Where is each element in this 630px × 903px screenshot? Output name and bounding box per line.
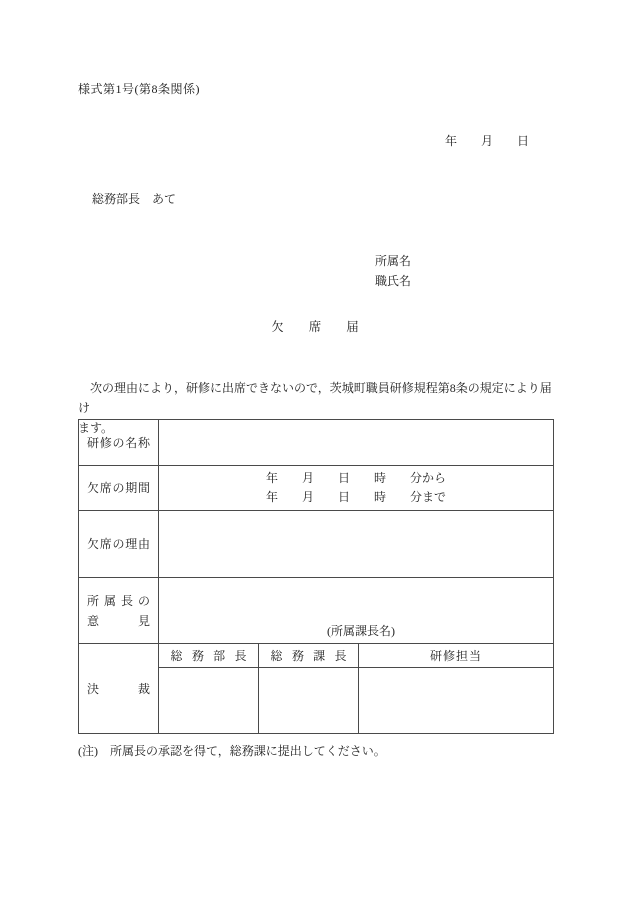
training-name-label: 研修の名称 bbox=[87, 435, 150, 450]
position-name-label: 職氏名 bbox=[375, 274, 412, 288]
row-absence-period bbox=[79, 466, 554, 511]
training-name-label-cell bbox=[79, 420, 159, 466]
seal-cell-training-staff bbox=[359, 668, 554, 734]
period-to-line: 年 月 日 時 分まで bbox=[266, 490, 447, 504]
recipient-line: 総務部長 あて bbox=[92, 192, 177, 206]
absence-period-label: 欠席の期間 bbox=[87, 481, 150, 495]
absence-period-value-cell bbox=[159, 466, 554, 511]
supervisor-opinion-label-line2: 意見 bbox=[87, 613, 150, 628]
training-name-value-cell bbox=[159, 420, 554, 466]
absence-period-label-cell bbox=[79, 466, 159, 511]
row-training-name bbox=[79, 420, 554, 466]
date-line: 年 月 日 bbox=[444, 134, 529, 148]
affiliation-block bbox=[375, 251, 411, 291]
section-chief-name-note: (所属課長名) bbox=[327, 624, 395, 638]
approval-label: 決裁 bbox=[87, 681, 150, 696]
body-line-2: ます。 bbox=[78, 421, 114, 435]
absence-form-table bbox=[78, 419, 554, 734]
approval-label-cell bbox=[79, 644, 159, 734]
document-title: 欠 席 届 bbox=[271, 320, 359, 334]
row-approval-headers bbox=[79, 644, 554, 668]
seal-header-general-affairs-director bbox=[159, 644, 259, 668]
seal-header-label: 総務部長 bbox=[170, 648, 247, 663]
affiliation-name-label: 所属名 bbox=[375, 254, 412, 268]
supervisor-opinion-label-cell bbox=[79, 578, 159, 644]
footnote: (注) 所属長の承認を得て，総務課に提出してください。 bbox=[78, 744, 386, 758]
row-absence-reason bbox=[79, 511, 554, 578]
seal-header-general-affairs-section-chief bbox=[259, 644, 359, 668]
period-from-line: 年 月 日 時 分から bbox=[266, 471, 447, 485]
absence-reason-label-cell bbox=[79, 511, 159, 578]
seal-header-label: 総務課長 bbox=[270, 648, 347, 663]
seal-cell-general-affairs-section-chief bbox=[259, 668, 359, 734]
supervisor-opinion-label-line1: 所属長の bbox=[87, 593, 150, 608]
form-number: 様式第1号(第8条関係) bbox=[78, 82, 200, 96]
absence-reason-value-cell bbox=[159, 511, 554, 578]
absence-reason-label: 欠席の理由 bbox=[87, 537, 150, 551]
seal-header-training-staff: 研修担当 bbox=[359, 644, 554, 668]
row-supervisor-opinion bbox=[79, 578, 554, 644]
supervisor-opinion-value-cell bbox=[159, 578, 554, 644]
body-line-1: 次の理由により，研修に出席できないので，茨城町職員研修規程第8条の規定により届け bbox=[78, 381, 552, 415]
seal-cell-general-affairs-director bbox=[159, 668, 259, 734]
